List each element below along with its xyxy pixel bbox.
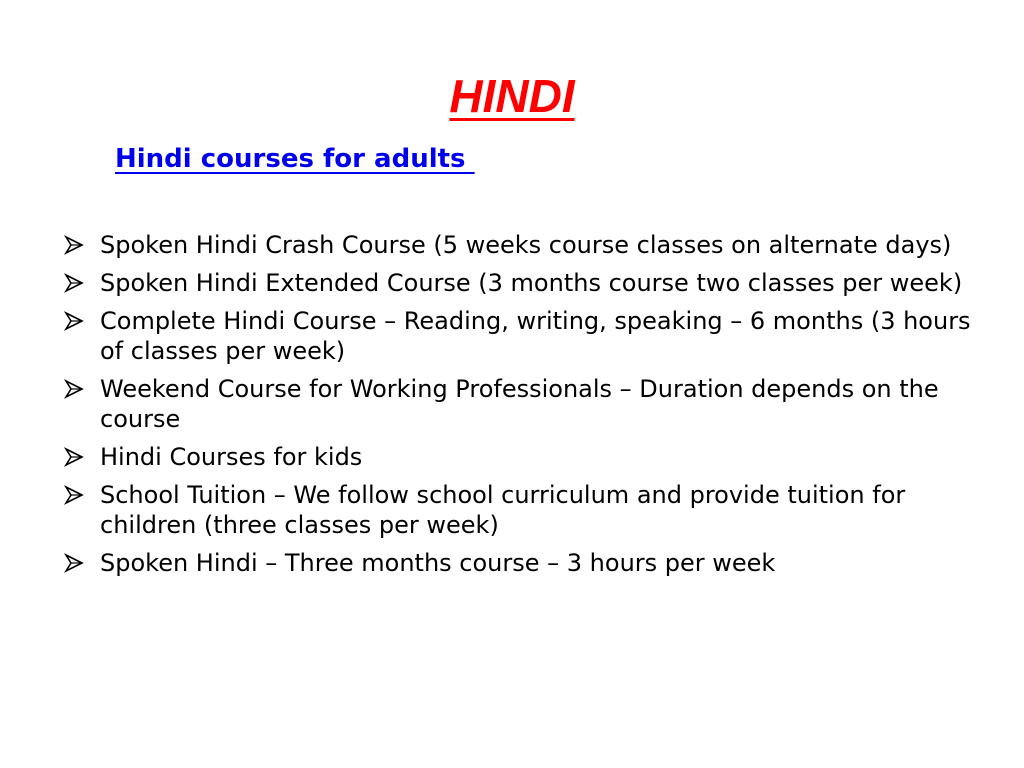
list-item-text: Hindi Courses for kids	[100, 443, 363, 471]
subtitle-link[interactable]: Hindi courses for adults	[115, 144, 475, 174]
arrowhead-bullet-icon	[64, 553, 84, 573]
arrowhead-bullet-icon	[64, 447, 84, 467]
list-item	[58, 230, 978, 260]
list-item-text: Spoken Hindi – Three months course – 3 hours per week	[100, 549, 776, 577]
list-item-text: Spoken Hindi Crash Course (5 weeks course classes on alternate days)	[100, 231, 952, 259]
page-title: HINDI	[449, 70, 575, 122]
list-item	[58, 442, 978, 472]
list-item	[58, 548, 978, 578]
list-item-text: Spoken Hindi Extended Course (3 months course two classes per week)	[100, 269, 963, 297]
list-item-text: School Tuition – We follow school curriculum and provide tuition for children (three classes per week)	[100, 481, 906, 539]
arrowhead-bullet-icon	[64, 311, 84, 331]
list-item	[58, 374, 978, 434]
list-item	[58, 480, 978, 540]
list-item-text: Weekend Course for Working Professionals – Duration depends on the course	[100, 375, 939, 433]
list-item-text: Complete Hindi Course – Reading, writing, speaking – 6 months (3 hours of classes per week)	[100, 307, 971, 365]
arrowhead-bullet-icon	[64, 235, 84, 255]
course-list	[58, 230, 978, 586]
list-item	[58, 268, 978, 298]
arrowhead-bullet-icon	[64, 485, 84, 505]
list-item	[58, 306, 978, 366]
arrowhead-bullet-icon	[64, 379, 84, 399]
arrowhead-bullet-icon	[64, 273, 84, 293]
